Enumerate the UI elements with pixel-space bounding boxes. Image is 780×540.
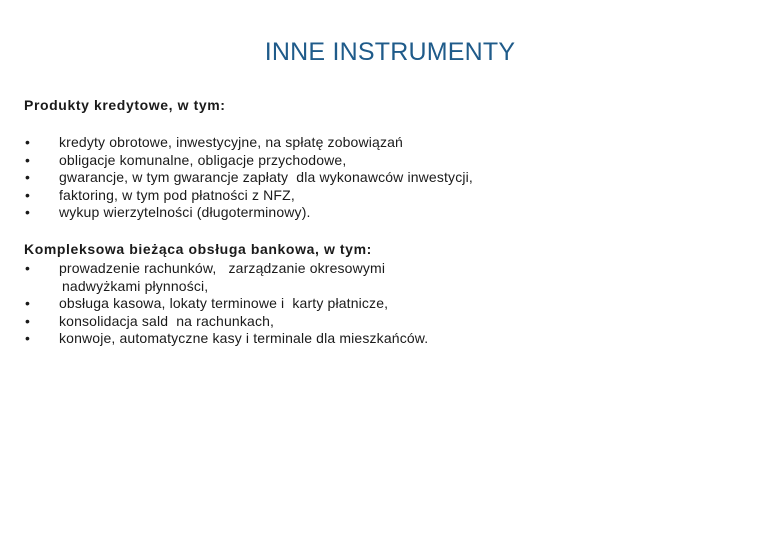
list-item [24,187,473,205]
bullet: • [25,134,31,150]
list-item-text: kredyty obrotowe, inwestycyjne, na spłatę zobowiązań [59,134,403,150]
list-item-text: faktoring, w tym pod płatności z NFZ, [59,186,295,203]
list-item-text: wykup wierzytelności (długoterminowy). [59,204,311,220]
list-item [24,330,428,348]
bullet: • [25,260,31,276]
list-item [24,260,428,295]
list-item-text: prowadzenie rachunków, zarządzanie okresowymi [59,260,386,276]
list-item-text: obsługa kasowa, lokaty terminowe i karty płatnicze, [59,295,389,311]
bullet: • [25,186,31,203]
bullet: • [25,169,31,185]
list-item-text: gwarancje, w tym gwarancje zapłaty dla wykonawców inwestycji, [59,169,473,185]
section-heading-credit-products: Produkty kredytowe, w tym: [24,97,226,113]
section-heading-banking-services: Kompleksowa bieżąca obsługa bankowa, w tym: [24,241,372,257]
list-item-text: obligacje komunalne, obligacje przychodowe, [59,151,347,168]
credit-products-list [24,134,473,222]
list-item-text: konsolidacja sald na rachunkach, [59,312,275,329]
list-item-continuation: nadwyżkami płynności, [62,277,209,294]
list-item [24,204,473,222]
list-item [24,134,473,152]
list-item-text: konwoje, automatyczne kasy i terminale dla mieszkańców. [59,330,429,346]
list-item [24,169,473,187]
list-item [24,152,473,170]
list-item [24,313,428,331]
list-item [24,295,428,313]
slide-title-text: INNE INSTRUMENTY [264,38,516,66]
bullet: • [25,204,31,220]
bullet: • [25,330,31,346]
slide-title [0,38,780,67]
bullet: • [25,295,31,311]
banking-services-list [24,260,428,348]
bullet: • [25,312,31,329]
bullet: • [25,151,31,168]
